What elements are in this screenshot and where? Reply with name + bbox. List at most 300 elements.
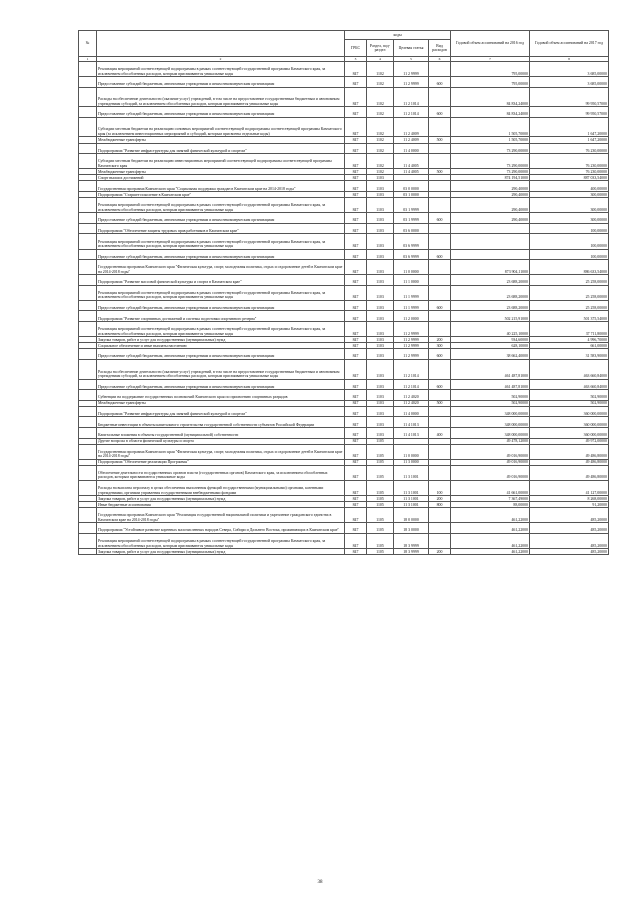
row-razdel: 1103 [367,223,394,234]
row-grbs: 847 [345,502,367,508]
budget-table-page [78,30,608,555]
row-2017: 360 000,00000 [530,417,609,428]
row-grbs: 847 [345,285,367,300]
row-grbs: 847 [345,508,367,523]
row-2017: 100,00000 [530,234,609,249]
table-row [79,428,609,439]
table-row [79,549,609,555]
row-razdel: 1102 [367,154,394,169]
row-vid: 500 [429,400,451,406]
row-cel: 11 3 1001 [394,480,429,495]
row-name: Субсидии местным бюджетам на реализацию основных мероприятий соответствующей подпрограммы соответствующей программы Камчатского края (за исключением инвестиционных мероприятий и субсидий, которым присвоены отдельные коды) [97,117,345,137]
row-2016 [451,249,530,260]
row-cel: 11 2 9999 [394,349,429,360]
row-2017: 4 996,70000 [530,337,609,343]
header-2017: Годовой объем ассигнований на 2017 год [530,31,609,57]
row-2016: 49 016,90000 [451,444,530,459]
row-2017: 300,00000 [530,198,609,213]
row-2017: 661,00000 [530,343,609,349]
row-name: Межбюджетные трансферты [97,169,345,175]
row-num [79,249,97,260]
row-vid [429,390,451,401]
row-2016: 934,60000 [451,337,530,343]
row-vid [429,359,451,379]
row-razdel: 1105 [367,465,394,480]
row-2017: 25 258,00000 [530,285,609,300]
row-name: Подпрограмма "Обеспечение защиты трудовых прав работников в Камчатском крае" [97,223,345,234]
row-grbs: 847 [345,77,367,88]
row-vid [429,523,451,534]
table-body [79,62,609,555]
row-2016: 73 290,00000 [451,143,530,154]
table-row [79,181,609,192]
row-vid: 300 [429,343,451,349]
row-grbs: 847 [345,213,367,224]
row-2016: 628,10000 [451,343,530,349]
table-row [79,275,609,286]
row-grbs: 847 [345,496,367,502]
row-name: Социальное обеспечение и иные выплаты населению [97,343,345,349]
row-num [79,428,97,439]
row-razdel: 1103 [367,275,394,286]
table-row [79,533,609,548]
row-name: Обеспечение деятельности государственных органов власти (государственных органов) Камчатского края, за исключением обособленных расходов, которым присваиваются уникальные коды [97,465,345,480]
row-razdel: 1105 [367,496,394,502]
row-cel: 11 3 0000 [394,459,429,465]
row-vid: 500 [429,137,451,143]
row-cel: 11 0 0000 [394,260,429,275]
row-2017: 3 685,00000 [530,77,609,88]
row-2017: 485,20000 [530,523,609,534]
page-number: 38 [317,880,323,885]
row-vid: 200 [429,337,451,343]
row-2016: 502 215,91000 [451,311,530,322]
row-cel: 11 2 1014 [394,379,429,390]
row-cel: 03 6 0000 [394,223,429,234]
table-row [79,87,609,107]
row-grbs: 847 [345,406,367,417]
row-2016: 461,22000 [451,523,530,534]
table-row [79,300,609,311]
row-2017: 485,20000 [530,533,609,548]
row-grbs: 847 [345,181,367,192]
row-2016: 461,22000 [451,533,530,548]
row-name: Бюджетные инвестиции в объекты капитального строительства государственной собственности субъектов Российской Федерации [97,417,345,428]
row-razdel: 1102 [367,169,394,175]
row-grbs: 847 [345,62,367,77]
table-row [79,77,609,88]
row-name: Подпрограмма "Старшее поколение в Камчатском крае" [97,192,345,198]
row-2017: 502,90000 [530,390,609,401]
table-row [79,249,609,260]
row-razdel: 1103 [367,390,394,401]
row-num [79,417,97,428]
row-grbs: 847 [345,322,367,337]
row-vid: 800 [429,502,451,508]
table-row [79,359,609,379]
table-row [79,523,609,534]
row-grbs: 847 [345,549,367,555]
row-2016 [451,223,530,234]
row-razdel: 1103 [367,213,394,224]
row-name: Государственная программа Камчатского края "Реализация государственной национальной политики и укрепление гражданского единства в Камчатском крае на 2014-2018 годы" [97,508,345,523]
row-num [79,107,97,118]
row-2016: 874 194,51000 [451,175,530,181]
row-grbs: 847 [345,175,367,181]
row-cel: 11 1 0000 [394,275,429,286]
row-vid [429,143,451,154]
row-cel: 11 2 1014 [394,107,429,118]
row-2016: 348 000,00000 [451,428,530,439]
row-2016 [451,234,530,249]
row-name: Межбюджетные трансферты [97,137,345,143]
row-cel: 03 6 9999 [394,249,429,260]
col-index: 6 [429,57,451,62]
row-2017: 76 230,00000 [530,154,609,169]
row-2016: 461 487,81000 [451,379,530,390]
col-index: 5 [394,57,429,62]
row-razdel: 1105 [367,533,394,548]
row-2017: 463 660,84000 [530,379,609,390]
row-num [79,260,97,275]
row-name: Закупка товаров, работ и услуг для государственных (муниципальных) нужд [97,549,345,555]
row-name: Государственная программа Камчатского края "Физическая культура, спорт, молодежная политика, отдых и оздоровление детей в Камчатском крае на 2014-2018 годы" [97,444,345,459]
row-grbs: 847 [345,311,367,322]
row-2016: 73 290,00000 [451,169,530,175]
row-grbs: 847 [345,533,367,548]
row-razdel: 1102 [367,143,394,154]
row-vid [429,311,451,322]
row-2017: 300,00000 [530,192,609,198]
row-num [79,87,97,107]
row-razdel: 1102 [367,77,394,88]
table-row [79,465,609,480]
row-cel: 18 3 0000 [394,523,429,534]
row-razdel: 1103 [367,260,394,275]
row-2017: 501 375,54000 [530,311,609,322]
row-2017: 25 258,00000 [530,300,609,311]
row-vid [429,234,451,249]
row-cel: 11 0 0000 [394,444,429,459]
row-razdel: 1103 [367,285,394,300]
row-grbs: 847 [345,349,367,360]
row-razdel: 1103 [367,400,394,406]
row-cel: 11 2 4020 [394,390,429,401]
row-grbs: 847 [345,234,367,249]
row-cel: 11 4 1013 [394,417,429,428]
row-razdel: 1103 [367,249,394,260]
row-2016: 873 904,11000 [451,260,530,275]
row-name: Подпрограмма "Устойчивое развитие коренных малочисленных народов Севера, Сибири и Дальнего Востока, проживающих в Камчатском крае" [97,523,345,534]
row-2016: 290,40000 [451,213,530,224]
row-vid [429,198,451,213]
row-num [79,311,97,322]
row-razdel: 1103 [367,198,394,213]
row-2016: 23 688,20000 [451,275,530,286]
row-2016: 41 661,00000 [451,480,530,495]
row-grbs: 847 [345,169,367,175]
row-cel: 11 1 9999 [394,300,429,311]
row-cel: 11 3 1001 [394,496,429,502]
row-name: Предоставление субсидий бюджетным, автономным учреждениям и иным некоммерческим организациям [97,249,345,260]
row-vid: 600 [429,349,451,360]
row-num [79,285,97,300]
row-cel: 11 2 1014 [394,359,429,379]
row-2017: 886 633,54000 [530,260,609,275]
row-2017: 100,00000 [530,223,609,234]
row-num [79,508,97,523]
row-vid [429,223,451,234]
row-2017: 91,20000 [530,502,609,508]
row-name: Подпрограмма "Развитие инфраструктуры для занятий физической культурой и спортом" [97,406,345,417]
row-cel: 11 2 9999 [394,62,429,77]
table-row [79,480,609,495]
row-grbs: 847 [345,523,367,534]
row-2017: 1 647,20000 [530,137,609,143]
row-grbs: 847 [345,337,367,343]
row-grbs: 847 [345,107,367,118]
row-2017: 8 268,00000 [530,496,609,502]
row-name: Реализация мероприятий соответствующей подпрограммы в рамках соответствующей государственной программы Камчатского края, за исключением обособленных расходов, которым присваиваются уникальные коды [97,234,345,249]
row-grbs: 847 [345,438,367,444]
row-cel: 11 2 9999 [394,343,429,349]
row-name: Расходы на выплаты персоналу в целях обеспечения выполнения функций государственными (муниципальными) органами, казенными учреждениями, органами управления государственными внебюджетными фондами [97,480,345,495]
row-name: Капитальные вложения в объекты государственной (муниципальной) собственности [97,428,345,439]
row-vid [429,508,451,523]
row-grbs: 847 [345,300,367,311]
row-cel: 18 3 9999 [394,533,429,548]
row-2017: 49 972,00000 [530,438,609,444]
row-cel: 11 2 9999 [394,77,429,88]
row-num [79,300,97,311]
row-num [79,359,97,379]
row-razdel: 1103 [367,175,394,181]
row-razdel: 1102 [367,137,394,143]
row-2017: 887 033,54000 [530,175,609,181]
row-cel: 11 4 4005 [394,154,429,169]
row-num [79,62,97,77]
row-grbs: 847 [345,390,367,401]
row-2017: 49 486,80000 [530,465,609,480]
header-name [97,31,345,57]
row-name: Предоставление субсидий бюджетным, автономным учреждениям и иным некоммерческим организациям [97,379,345,390]
row-grbs: 847 [345,444,367,459]
row-num [79,379,97,390]
row-grbs: 847 [345,87,367,107]
col-index: 1 [79,57,97,62]
row-num [79,154,97,169]
table-row [79,406,609,417]
row-name: Реализация мероприятий соответствующей подпрограммы в рамках соответствующей государственной программы Камчатского края, за исключением обособленных расходов, которым присваиваются уникальные коды [97,322,345,337]
row-vid: 600 [429,249,451,260]
row-name: Субвенции на поддержание государственных полномочий Камчатского края по присвоению спортивных разрядов [97,390,345,401]
row-razdel: 1105 [367,523,394,534]
row-vid: 200 [429,549,451,555]
row-vid [429,406,451,417]
row-razdel: 1103 [367,417,394,428]
table-row [79,444,609,459]
row-2016: 49 478,12000 [451,438,530,444]
row-razdel: 1103 [367,359,394,379]
row-name: Подпрограмма "Развитие спортивных достижений и системы подготовки спортивного резерва" [97,311,345,322]
row-vid [429,465,451,480]
row-vid [429,62,451,77]
col-index: 3 [345,57,367,62]
row-2016: 49 016,90000 [451,465,530,480]
row-2017: 1 647,20000 [530,117,609,137]
row-razdel: 1103 [367,311,394,322]
table-row [79,311,609,322]
row-razdel: 1105 [367,459,394,465]
row-cel: 11 3 1001 [394,502,429,508]
row-razdel: 1105 [367,549,394,555]
row-2016: 502,90000 [451,400,530,406]
row-grbs: 847 [345,343,367,349]
row-razdel: 1103 [367,322,394,337]
row-2016: 38 662,40000 [451,349,530,360]
row-2016: 40 225,10000 [451,322,530,337]
row-cel: 11 2 4020 [394,400,429,406]
row-2017: 37 711,80000 [530,322,609,337]
row-2016: 73 290,00000 [451,154,530,169]
row-vid: 600 [429,300,451,311]
table-row [79,213,609,224]
row-name: Расходы на обеспечение деятельности (оказание услуг) учреждений, в том числе на предоставление государственным бюджетным и автономным учреждениям субсидий, за исключением обособленных расходов, которым присваиваются уникальные коды [97,87,345,107]
table-row [79,349,609,360]
row-razdel: 1102 [367,87,394,107]
row-num [79,143,97,154]
row-2016: 795,00000 [451,77,530,88]
table-row [79,417,609,428]
row-name: Государственная программа Камчатского края "Физическая культура, спорт, молодежная политика, отдых и оздоровление детей в Камчатском крае на 2014-2018 годы" [97,260,345,275]
row-name: Реализация мероприятий соответствующей подпрограммы в рамках соответствующей государственной программы Камчатского края, за исключением обособленных расходов, которым присваиваются уникальные коды [97,62,345,77]
row-cel: 03 1 9999 [394,213,429,224]
row-name: Предоставление субсидий бюджетным, автономным учреждениям и иным некоммерческим организациям [97,349,345,360]
row-cel: 18 3 9999 [394,549,429,555]
row-num [79,549,97,555]
col-index: 7 [451,57,530,62]
row-cel: 11 4 0000 [394,143,429,154]
row-vid [429,87,451,107]
row-name: Межбюджетные трансферты [97,400,345,406]
row-razdel: 1102 [367,62,394,77]
row-num [79,390,97,401]
row-2016: 461,22000 [451,549,530,555]
row-razdel: 1103 [367,343,394,349]
row-razdel: 1103 [367,181,394,192]
row-cel: 03 6 9999 [394,234,429,249]
row-2016: 88,00000 [451,502,530,508]
row-cel: 11 4 0000 [394,406,429,417]
table-row [79,390,609,401]
row-2016: 795,00000 [451,62,530,77]
header-cel: Целевая статья [394,40,429,57]
row-cel: 11 2 4009 [394,137,429,143]
row-razdel: 1103 [367,428,394,439]
row-name: Реализация мероприятий соответствующей подпрограммы в рамках соответствующей государственной программы Камчатского края, за исключением обособленных расходов, которым присваиваются уникальные коды [97,285,345,300]
table-row [79,285,609,300]
row-cel: 11 2 9999 [394,337,429,343]
row-num [79,275,97,286]
row-razdel: 1102 [367,117,394,137]
row-2017: 99 950,57000 [530,107,609,118]
row-vid: 400 [429,428,451,439]
row-name: Предоставление субсидий бюджетным, автономным учреждениям и иным некоммерческим организациям [97,77,345,88]
table-row [79,198,609,213]
row-name: Реализация мероприятий соответствующей подпрограммы в рамках соответствующей государственной программы Камчатского края, за исключением обособленных расходов, которым присваиваются уникальные коды [97,198,345,213]
table-row [79,117,609,137]
row-cel: 11 2 9999 [394,322,429,337]
header-num: № [79,31,97,57]
table-row [79,107,609,118]
row-2017: 502,90000 [530,400,609,406]
row-num [79,117,97,137]
row-grbs: 847 [345,192,367,198]
row-2017: 360 000,00000 [530,406,609,417]
row-grbs: 847 [345,137,367,143]
row-num [79,480,97,495]
row-2017: 100,00000 [530,249,609,260]
row-2016: 290,40000 [451,192,530,198]
row-2017: 76 230,00000 [530,169,609,175]
row-grbs: 847 [345,154,367,169]
row-num [79,533,97,548]
row-grbs: 847 [345,249,367,260]
row-2016: 348 000,00000 [451,417,530,428]
row-grbs: 847 [345,428,367,439]
row-num [79,322,97,337]
row-grbs: 847 [345,260,367,275]
row-2016: 84 834,24000 [451,107,530,118]
table-row [79,508,609,523]
row-razdel: 1105 [367,438,394,444]
row-razdel: 1105 [367,444,394,459]
row-name: Предоставление субсидий бюджетным, автономным учреждениям и иным некоммерческим организациям [97,300,345,311]
row-vid [429,533,451,548]
row-2016: 290,40000 [451,198,530,213]
row-grbs: 847 [345,465,367,480]
row-razdel: 1103 [367,406,394,417]
row-2016: 1 505,70000 [451,117,530,137]
row-grbs: 847 [345,223,367,234]
row-cel: 03 1 0000 [394,192,429,198]
row-num [79,406,97,417]
row-vid [429,154,451,169]
row-vid: 600 [429,213,451,224]
row-2016: 23 688,20000 [451,285,530,300]
row-vid: 200 [429,496,451,502]
row-2017: 463 660,84000 [530,359,609,379]
row-2016: 461,22000 [451,508,530,523]
row-num [79,198,97,213]
row-num [79,181,97,192]
row-grbs: 847 [345,198,367,213]
row-vid [429,117,451,137]
row-cel: 11 1 9999 [394,285,429,300]
row-grbs: 847 [345,117,367,137]
row-2017: 360 000,00000 [530,428,609,439]
row-2017: 99 950,57000 [530,87,609,107]
row-razdel: 1103 [367,300,394,311]
row-grbs: 847 [345,359,367,379]
row-2017: 400,00000 [530,181,609,192]
row-grbs: 847 [345,459,367,465]
row-vid [429,322,451,337]
row-name: Предоставление субсидий бюджетным, автономным учреждениям и иным некоммерческим организациям [97,213,345,224]
table-row [79,260,609,275]
row-cel: 11 2 0000 [394,311,429,322]
row-name: Другие вопросы в области физической культуры и спорта [97,438,345,444]
